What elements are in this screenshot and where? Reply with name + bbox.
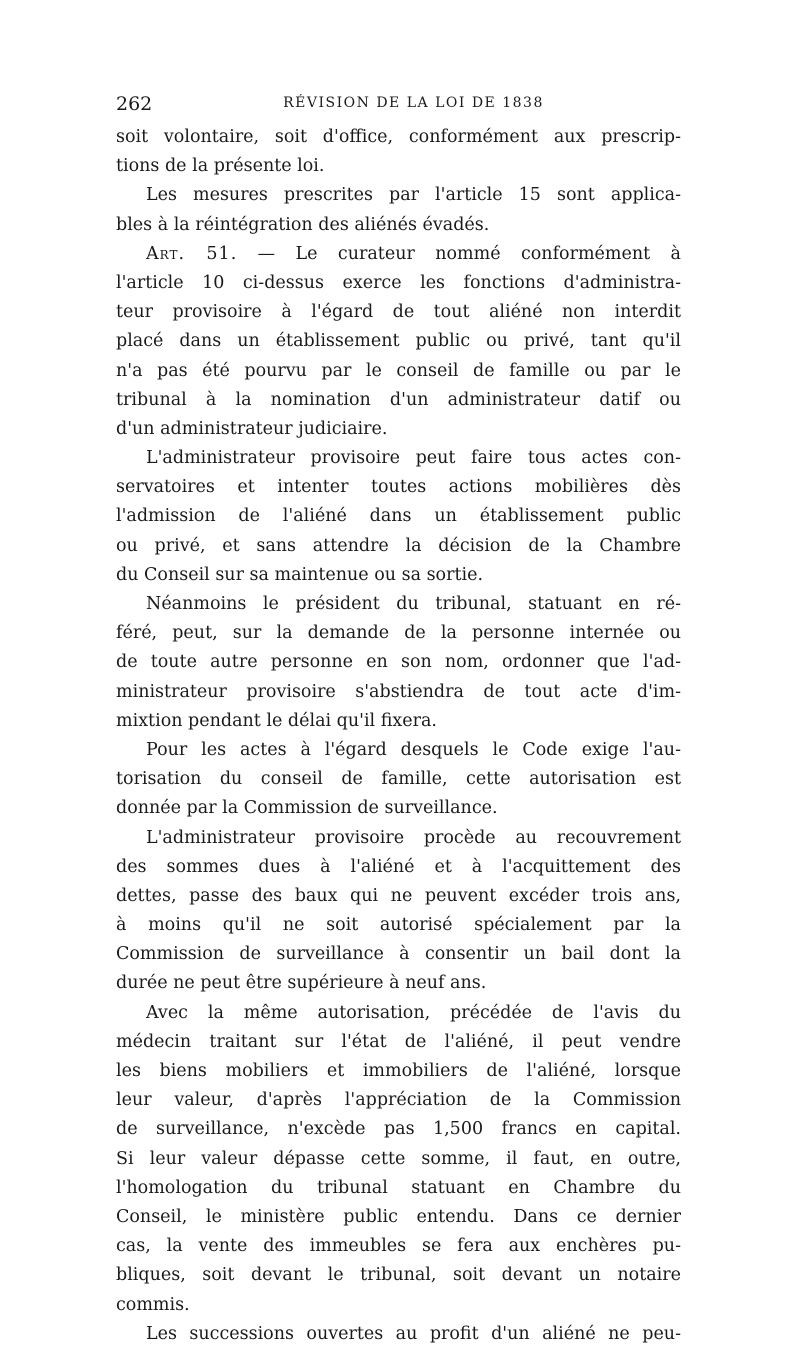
text-line (116, 532, 681, 561)
line-text: ou privé, et sans attendre la décision de la Chambre (116, 535, 681, 556)
line-text: d'un administrateur judiciaire. (116, 418, 388, 439)
text-line (116, 415, 681, 444)
article-label: Art. 51. (146, 243, 238, 264)
text-line (116, 357, 681, 386)
text-line (116, 1291, 681, 1320)
line-text: l'homologation du tribunal statuant en Chambre du (116, 1177, 681, 1198)
line-text: Conseil, le ministère public entendu. Dans ce dernier (116, 1206, 681, 1227)
text-line (116, 736, 681, 765)
line-text: médecin traitant sur l'état de l'aliéné, il peut vendre (116, 1031, 681, 1052)
text-line (116, 1086, 681, 1115)
text-line (116, 123, 681, 152)
line-text: Commission de surveillance à consentir un bail dont la (116, 944, 681, 965)
text-line (116, 444, 681, 473)
text-line (116, 853, 681, 882)
text-line (116, 1232, 681, 1261)
text-line (116, 619, 681, 648)
text-line (116, 327, 681, 356)
line-text: n'a pas été pourvu par le conseil de famille ou par le (116, 360, 681, 381)
line-text: torisation du conseil de famille, cette autorisation est (116, 769, 681, 790)
text-line (116, 211, 681, 240)
text-line (116, 707, 681, 736)
text-line (116, 152, 681, 181)
line-text: tions de la présente loi. (116, 156, 325, 177)
line-text: Avec la même autorisation, précédée de l'avis du (146, 1002, 681, 1023)
line-text: Si leur valeur dépasse cette somme, il faut, en outre, (116, 1148, 681, 1169)
text-line (116, 1174, 681, 1203)
line-text: Pour les actes à l'égard desquels le Code exige l'au- (146, 739, 681, 760)
text-line (116, 940, 681, 969)
text-line (116, 1320, 681, 1349)
text-line (116, 561, 681, 590)
text-line (116, 386, 681, 415)
line-text: soit volontaire, soit d'office, conformément aux prescrip- (116, 127, 681, 147)
page-number: 262 (116, 93, 153, 115)
line-text: l'article 10 ci-dessus exerce les fonctions d'administra- (116, 272, 681, 293)
line-text: Les mesures prescrites par l'article 15 sont applica- (146, 185, 681, 206)
line-text: L'administrateur provisoire procède au recouvrement (146, 827, 681, 848)
line-text: donnée par la Commission de surveillance. (116, 798, 498, 819)
text-line (116, 590, 681, 619)
line-text: L'administrateur provisoire peut faire tous actes con- (146, 448, 681, 469)
line-text: ministrateur provisoire s'abstiendra de tout acte d'im- (116, 681, 681, 702)
line-text: servatoires et intenter toutes actions mobilières dès (116, 477, 681, 498)
line-text: de toute autre personne en son nom, ordonner que l'ad- (116, 652, 681, 673)
text-line (116, 1145, 681, 1174)
line-text: leur valeur, d'après l'appréciation de la Commission (116, 1090, 681, 1111)
line-text: des sommes dues à l'aliéné et à l'acquittement des (116, 856, 681, 877)
line-text: féré, peut, sur la demande de la personne internée ou (116, 623, 681, 644)
text-line (116, 1115, 681, 1144)
line-text: de surveillance, n'excède pas 1,500 francs en capital. (116, 1119, 681, 1140)
book-page (116, 93, 681, 1349)
line-text: commis. (116, 1294, 190, 1315)
line-text: bles à la réintégration des aliénés évadés. (116, 214, 490, 235)
text-line (116, 882, 681, 911)
text-line (116, 1057, 681, 1086)
text-line (116, 765, 681, 794)
text-line (116, 1028, 681, 1057)
text-line (116, 969, 681, 998)
text-line (116, 648, 681, 677)
line-text: Les successions ouvertes au profit d'un aliéné ne peu- (146, 1323, 681, 1344)
line-text: à moins qu'il ne soit autorisé spécialement par la (116, 915, 681, 936)
line-text: dettes, passe des baux qui ne peuvent excéder trois ans, (116, 885, 681, 906)
line-text: Néanmoins le président du tribunal, statuant en ré- (146, 594, 681, 614)
text-line (116, 999, 681, 1028)
text-line (116, 502, 681, 531)
body-text (116, 123, 681, 1349)
line-text: du Conseil sur sa maintenue ou sa sortie. (116, 564, 484, 585)
text-line (116, 911, 681, 940)
running-title: RÉVISION DE LA LOI DE 1838 (283, 95, 544, 111)
text-line (116, 181, 681, 210)
line-text: placé dans un établissement public ou privé, tant qu'il (116, 331, 681, 352)
text-line (116, 794, 681, 823)
line-text: tribunal à la nomination d'un administrateur datif ou (116, 389, 681, 410)
text-line (116, 298, 681, 327)
text-line (116, 240, 681, 269)
running-head (116, 93, 681, 117)
line-text: cas, la vente des immeubles se fera aux enchères pu- (116, 1236, 681, 1257)
text-line (116, 824, 681, 853)
line-text: — Le curateur nommé conformément à (237, 243, 681, 264)
text-line (116, 678, 681, 707)
line-text: bliques, soit devant le tribunal, soit devant un notaire (116, 1265, 681, 1286)
text-line (116, 473, 681, 502)
line-text: teur provisoire à l'égard de tout aliéné non interdit (116, 302, 681, 323)
text-line (116, 269, 681, 298)
line-text: les biens mobiliers et immobiliers de l'aliéné, lorsque (116, 1061, 681, 1081)
text-line (116, 1261, 681, 1290)
text-line (116, 1203, 681, 1232)
line-text: mixtion pendant le délai qu'il fixera. (116, 710, 437, 731)
line-text: l'admission de l'aliéné dans un établissement public (116, 506, 681, 527)
line-text: durée ne peut être supérieure à neuf ans. (116, 973, 487, 994)
